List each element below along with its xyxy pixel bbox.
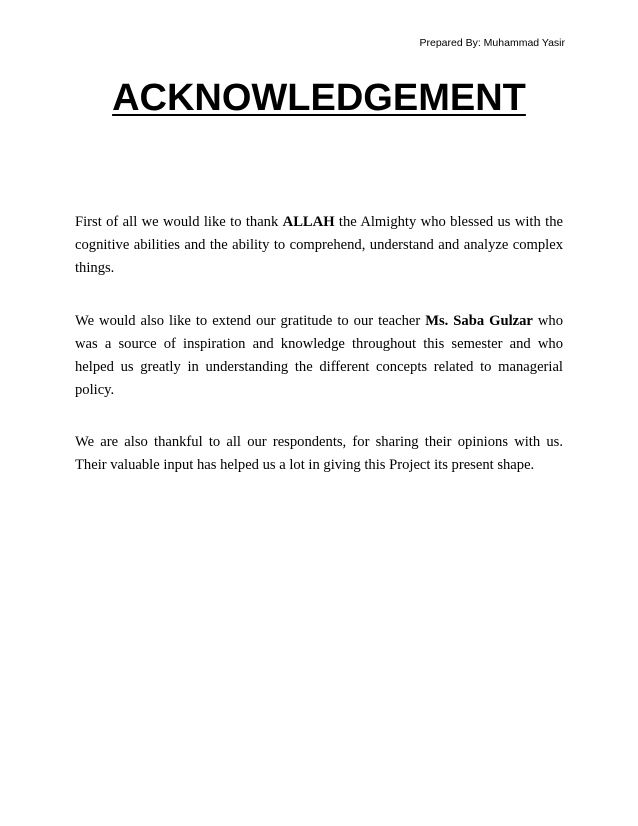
paragraph-1-post: the Almighty who blessed us with the cognitive abilities and the ability to comprehend, understand and analyze complex things. — [75, 214, 563, 276]
paragraph-1-bold: ALLAH — [282, 214, 335, 230]
paragraph-thanks-allah — [75, 211, 563, 280]
page-title-text: ACKNOWLEDGEMENT — [112, 77, 526, 119]
paragraph-2-post: who was a source of inspiration and knowledge throughout this semester and who helped us greatly in understanding the different concepts related to managerial policy. — [75, 313, 564, 398]
paragraph-2-pre: We would also like to extend our gratitude to our teacher — [75, 313, 426, 329]
prepared-by-header: Prepared By: Muhammad Yasir — [419, 37, 565, 49]
paragraph-1-pre: First of all we would like to thank — [75, 214, 283, 230]
paragraph-2-bold: Ms. Saba Gulzar — [425, 313, 533, 329]
paragraph-thanks-teacher — [75, 310, 563, 402]
page-title — [0, 74, 638, 122]
paragraph-thanks-respondents: We are also thankful to all our respondents, for sharing their opinions with us. Their valuable input has helped us a lot in giving this Project its present shape. — [75, 434, 563, 473]
